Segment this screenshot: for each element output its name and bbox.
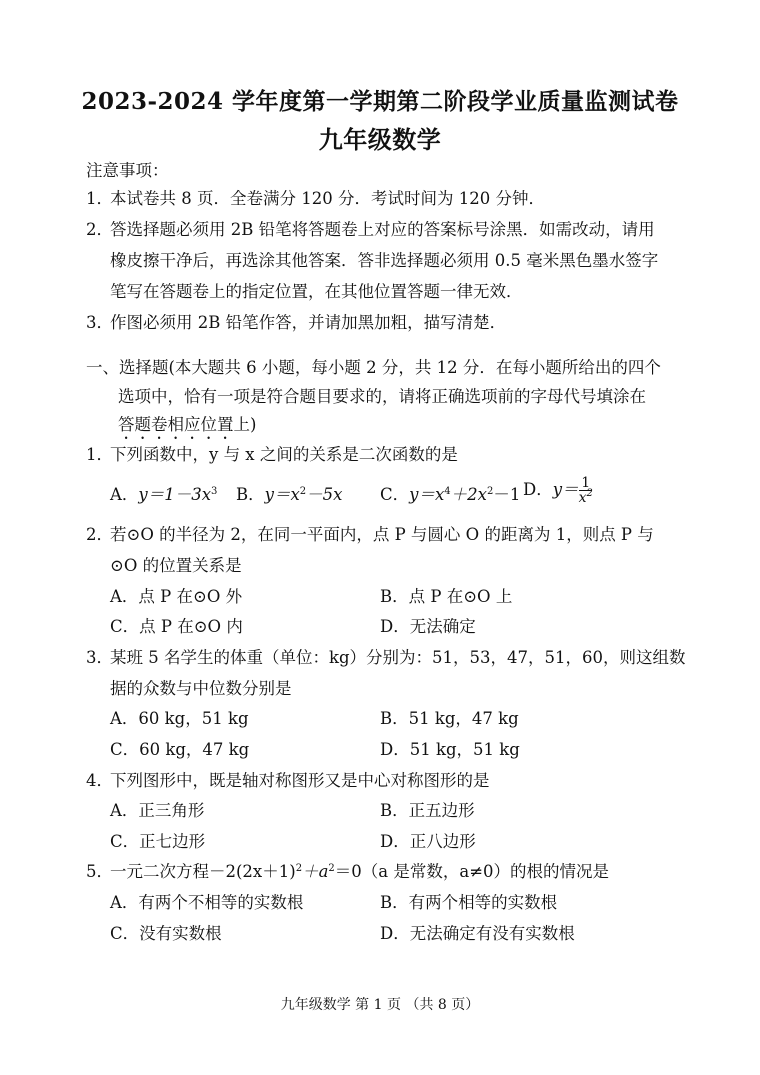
note-text-cont: 橡皮擦干净后，再选涂其他答案．答非选择题必须用 0.5 毫米黑色墨水签字: [110, 251, 659, 270]
q3-option-b: B．51 kg，47 kg: [380, 709, 519, 728]
question-text: 下列函数中，y 与 x 之间的关系是二次函数的是: [110, 445, 458, 464]
question-5-stem: [86, 861, 609, 883]
note-number: 3．: [86, 313, 113, 332]
q3-option-a: A．60 kg，51 kg: [110, 709, 249, 728]
note-number: 2．: [86, 220, 113, 239]
q5-option-c: C．没有实数根: [110, 924, 222, 943]
question-text: 若⊙O 的半径为 2，在同一平面内，点 P 与圆心 O 的距离为 1，则点 P 与: [110, 525, 654, 544]
q5-option-b: B．有两个相等的实数根: [380, 893, 558, 912]
question-2-stem: [86, 524, 654, 546]
question-1-stem: [86, 444, 458, 466]
question-3-stem: [86, 647, 686, 669]
fraction: $\frac{1}{x^2}$: [578, 475, 593, 506]
note-text-cont: 笔写在答题卷上的指定位置，在其他位置答题一律无效．: [110, 282, 523, 301]
question-text: 某班 5 名学生的体重（单位：kg）分别为：51，53，47，51，60，则这组数: [110, 648, 686, 667]
note-text: 答选择题必须用 2B 铅笔将答题卷上对应的答案标号涂黑．如需改动，请用: [110, 220, 655, 239]
section-heading-line1: 一、选择题(本大题共 6 小题，每小题 2 分，共 12 分．在每小题所给出的四个: [86, 358, 661, 377]
q3-option-c: C．60 kg，47 kg: [110, 740, 250, 759]
emphasized-text: 答题卷相应位置: [118, 415, 234, 434]
q2-option-c: C．点 P 在⊙O 内: [110, 617, 243, 636]
note-item-2: [86, 219, 655, 241]
section-heading-line3: 答题卷相应位置上): [118, 415, 257, 434]
question-number: 1．: [86, 445, 113, 464]
question-number: 4．: [86, 771, 113, 790]
question-4-stem: [86, 770, 490, 792]
q1-option-a: A．$y=1-3x^3$: [110, 485, 218, 504]
page-footer: 九年级数学 第 1 页 （共 8 页）: [280, 997, 480, 1013]
q4-option-a: A．正三角形: [110, 801, 205, 820]
q2-option-d: D．无法确定: [380, 617, 476, 636]
q1-option-c: C．$y=x^4+2x^2-1$: [380, 485, 521, 504]
question-text: 下列图形中，既是轴对称图形又是中心对称图形的是: [110, 771, 490, 790]
q4-option-c: C．正七边形: [110, 832, 206, 851]
q4-option-d: D．正八边形: [380, 832, 476, 851]
question-number: 5．: [86, 862, 113, 881]
section-heading-line2: 选项中，恰有一项是符合题目要求的，请将正确选项前的字母代号填涂在: [118, 387, 646, 406]
q2-option-b: B．点 P 在⊙O 上: [380, 587, 513, 606]
question-number: 3．: [86, 648, 113, 667]
note-number: 1．: [86, 189, 113, 208]
q5-option-a: A．有两个不相等的实数根: [110, 893, 304, 912]
question-text: 一元二次方程$-2(2x+1)^2+a^2=0(a$ 是常数，a≠0）的根的情况是: [110, 862, 610, 881]
question-text-cont: ⊙O 的位置关系是: [110, 556, 242, 575]
note-item-1: [86, 188, 545, 210]
note-text: 本试卷共 8 页．全卷满分 120 分．考试时间为 120 分钟．: [110, 189, 545, 208]
q4-option-b: B．正五边形: [380, 801, 475, 820]
q3-option-d: D．51 kg，51 kg: [380, 740, 520, 759]
q2-option-a: A．点 P 在⊙O 外: [110, 587, 243, 606]
note-item-3: [86, 312, 506, 334]
question-text-cont: 据的众数与中位数分别是: [110, 679, 292, 698]
q1-option-d: D．y＝ $\frac{1}{x^2}$: [523, 475, 593, 506]
q1-option-b: B．$y=x^2-5x$: [236, 485, 343, 504]
question-number: 2．: [86, 525, 113, 544]
exam-title: 2023-2024 学年度第一学期第二阶段学业质量监测试卷: [81, 88, 679, 115]
exam-subject: 九年级数学: [318, 125, 442, 154]
note-text: 作图必须用 2B 铅笔作答，并请加黑加粗，描写清楚．: [110, 313, 507, 332]
notes-heading: 注意事项：: [86, 161, 169, 180]
q5-option-d: D．无法确定有没有实数根: [380, 924, 575, 943]
